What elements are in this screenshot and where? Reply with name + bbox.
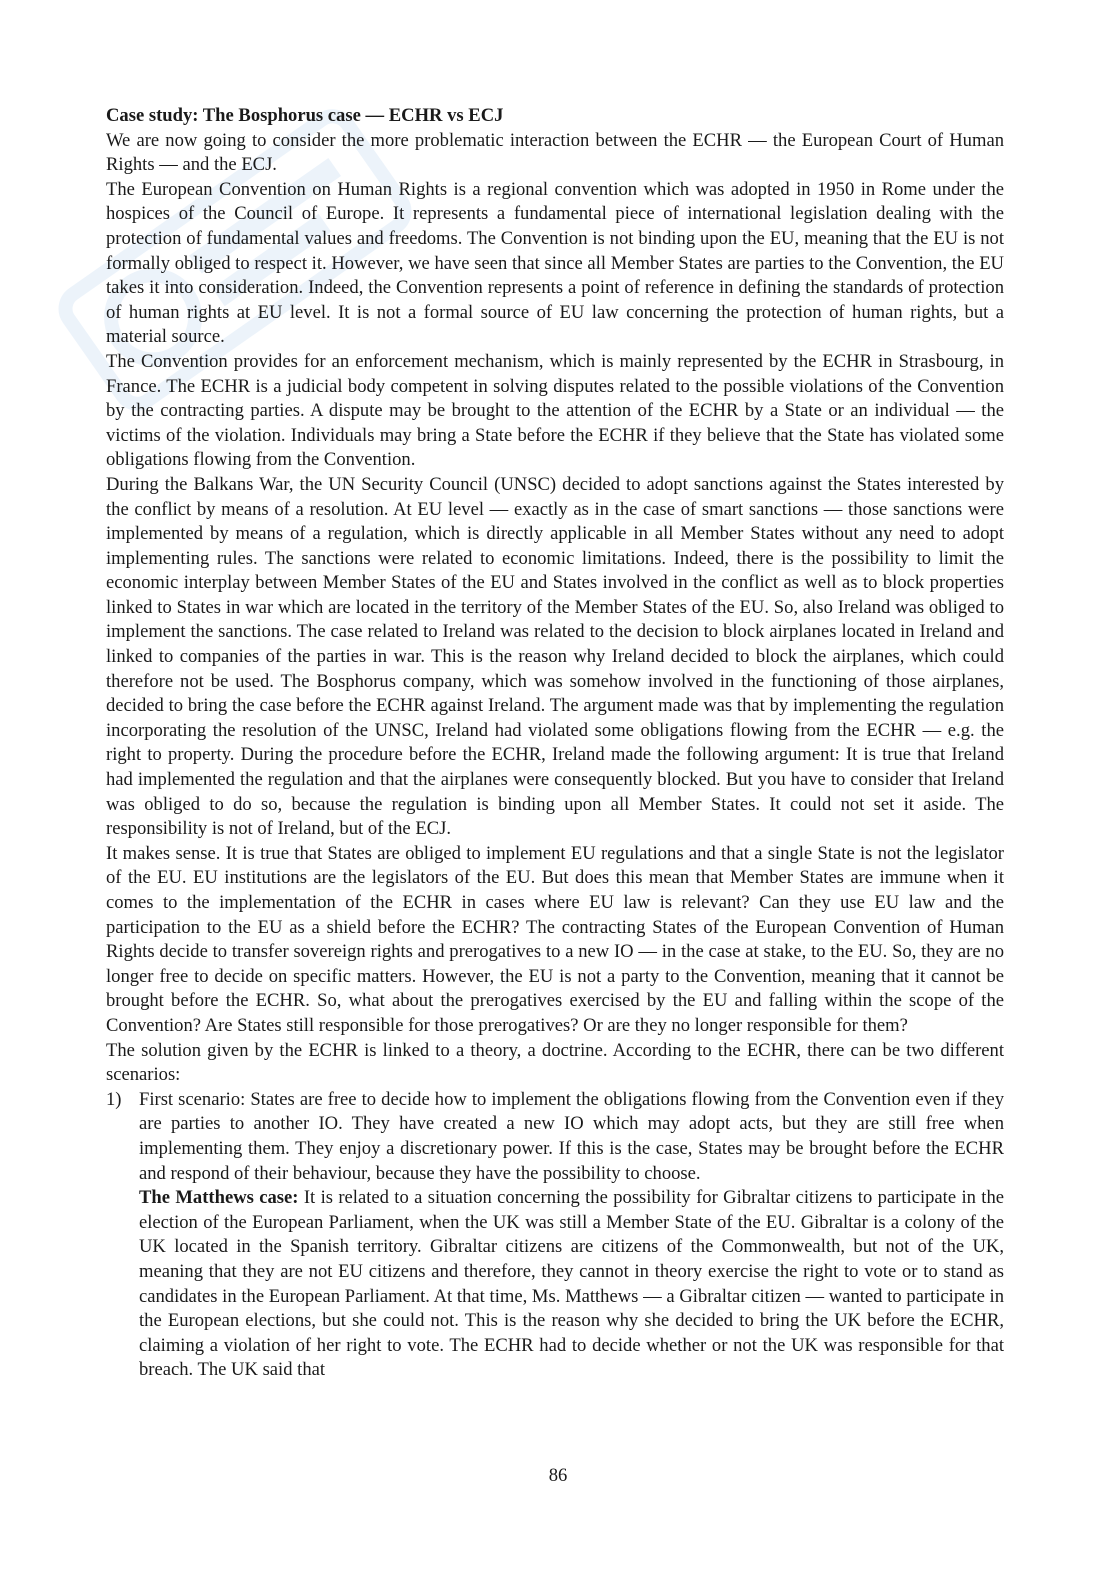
- paragraph: We are now going to consider the more problematic interaction between the ECHR — the European Court of Human Rights — and the ECJ.: [106, 129, 1004, 176]
- document-body: [106, 104, 1004, 1383]
- case-paragraph: [139, 1186, 1004, 1383]
- case-text: It is related to a situation concerning the possibility for Gibraltar citizens to participate in the election of the European Parliament, when the UK was still a Member State of the EU. Gibraltar is a colony of the UK located in the Spanish territory. Gibraltar citizens are citizens of the Commonwealth, but not of the UK, meaning that they are not EU citizens and therefore, they cannot in theory exercise the right to vote or to stand as candidates in the European Parliament. At that time, Ms. Matthews — a Gibraltar citizen — wanted to participate in the European elections, but she could not. This is the reason why she decided to bring the UK before the ECHR, claiming a violation of her right to vote. The ECHR had to decide whether or not the UK was responsible for that breach. The UK said that: [139, 1187, 1004, 1381]
- page-number: 86: [548, 1465, 568, 1486]
- scenario-list: [106, 1088, 1004, 1383]
- paragraph: During the Balkans War, the UN Security Council (UNSC) decided to adopt sanctions against the States interested by the conflict by means of a resolution. At EU level — exactly as in the case of smart sanctions — those sanctions were implemented by means of a regulation, which is directly applicable in all Member States without any need to adopt implementing rules. The sanctions were related to economic limitations. Indeed, there is the possibility to limit the economic interplay between Member States of the EU and States involved in the conflict as well as to block properties linked to States in war which are located in the territory of the Member States of the EU. So, also Ireland was obliged to implement the sanctions. The case related to Ireland was related to the decision to block airplanes located in Ireland and linked to companies of the parties in war. This is the reason why Ireland decided to block the airplanes, which could therefore not be used. The Bosphorus company, which was somehow involved in the functioning of those airplanes, decided to bring the case before the ECHR against Ireland. The argument made was that by implementing the regulation incorporating the resolution of the UNSC, Ireland had violated some obligations flowing from the ECHR — e.g. the right to property. During the procedure before the ECHR, Ireland made the following argument: It is true that Ireland had implemented the regulation and that the airplanes were consequently blocked. But you have to consider that Ireland was obliged to do so, because the regulation is binding upon all Member States. It could not set it aside. The responsibility is not of Ireland, but of the ECJ.: [106, 473, 1004, 840]
- list-item-text: First scenario: States are free to decide how to implement the obligations flowing from the Convention even if they are parties to another IO. They have created a new IO which may adopt acts, but they are still free when implementing them. They enjoy a discretionary power. If this is the case, States may be brought before the ECHR and respond of their behaviour, because they have the possibility to choose.: [139, 1088, 1004, 1184]
- paragraph: The solution given by the ECHR is linked to a theory, a doctrine. According to the ECHR, there can be two different scenarios:: [106, 1039, 1004, 1086]
- list-item: [106, 1088, 1004, 1383]
- paragraph: The Convention provides for an enforcement mechanism, which is mainly represented by the ECHR in Strasbourg, in France. The ECHR is a judicial body competent in solving disputes related to the possible violations of the Convention by the contracting parties. A dispute may be brought to the attention of the ECHR by a State or an individual — the victims of the violation. Individuals may bring a State before the ECHR if they believe that the State has violated some obligations flowing from the Convention.: [106, 350, 1004, 471]
- case-name: The Matthews case:: [139, 1187, 299, 1209]
- list-item-number: 1): [106, 1088, 122, 1110]
- paragraph: It makes sense. It is true that States are obliged to implement EU regulations and that a single State is not the legislator of the EU. EU institutions are the legislators of the EU. But does this mean that Member States are immune when it comes to the implementation of the ECHR in cases where EU law is relevant? Can they use EU law and the participation to the EU as a shield before the ECHR? The contracting States of the European Convention of Human Rights decide to transfer sovereign rights and prerogatives to a new IO — in the case at stake, to the EU. So, they are no longer free to decide on specific matters. However, the EU is not a party to the Convention, meaning that it cannot be brought before the ECHR. So, what about the prerogatives exercised by the EU and falling within the scope of the Convention? Are States still responsible for those prerogatives? Or are they no longer responsible for them?: [106, 842, 1004, 1036]
- section-heading: Case study: The Bosphorus case — ECHR vs ECJ: [106, 105, 504, 126]
- paragraph: The European Convention on Human Rights is a regional convention which was adopted in 1950 in Rome under the hospices of the Council of Europe. It represents a fundamental piece of international legislation dealing with the protection of fundamental values and freedoms. The Convention is not binding upon the EU, meaning that the EU is not formally obliged to respect it. However, we have seen that since all Member States are parties to the Convention, the EU takes it into consideration. Indeed, the Convention represents a point of reference in defining the standards of protection of human rights at EU level. It is not a formal source of EU law concerning the protection of human rights, but a material source.: [106, 178, 1004, 348]
